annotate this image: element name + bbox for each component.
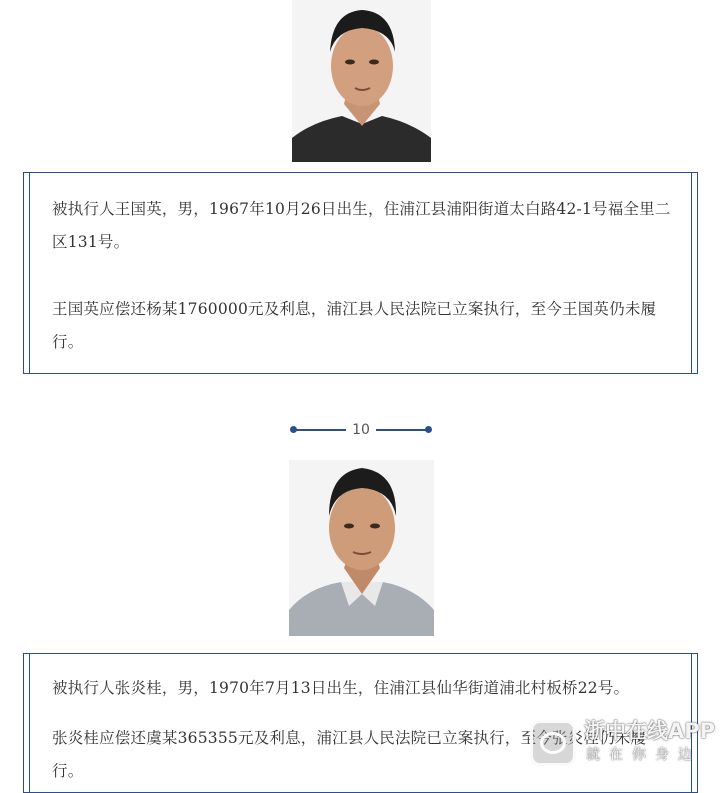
person2-paragraph-case: 张炎桂应偿还虞某365355元及利息，浦江县人民法院已立案执行，至今张炎桂仍未履行。: [52, 729, 647, 780]
person1-paragraph-case: 王国英应偿还杨某1760000元及利息，浦江县人民法院已立案执行，至今王国英仍未履行。: [52, 300, 657, 351]
watermark-subtitle: 就在你身边: [586, 747, 701, 763]
person1-paragraph-identity: 被执行人王国英，男，1967年10月26日出生，住浦江县浦阳街道太白路42-1号福全里二区131号。: [52, 200, 671, 251]
person2-photo: [289, 460, 434, 636]
watermark-title: 浙中在线APP: [584, 719, 716, 743]
app-logo-icon: [530, 720, 576, 766]
person1-info-card: [23, 172, 698, 374]
section-number: 10: [352, 422, 370, 438]
divider-left-line: [294, 429, 346, 431]
person1-photo: [292, 0, 431, 162]
portrait-photo-icon: [289, 460, 434, 636]
divider-right-dot: [425, 426, 432, 433]
section-divider: [290, 420, 432, 440]
app-watermark: [530, 716, 720, 772]
divider-right-line: [376, 429, 428, 431]
person2-paragraph-identity: 被执行人张炎桂，男，1970年7月13日出生，住浦江县仙华街道浦北村板桥22号。: [52, 679, 630, 697]
portrait-photo-icon: [292, 0, 431, 162]
